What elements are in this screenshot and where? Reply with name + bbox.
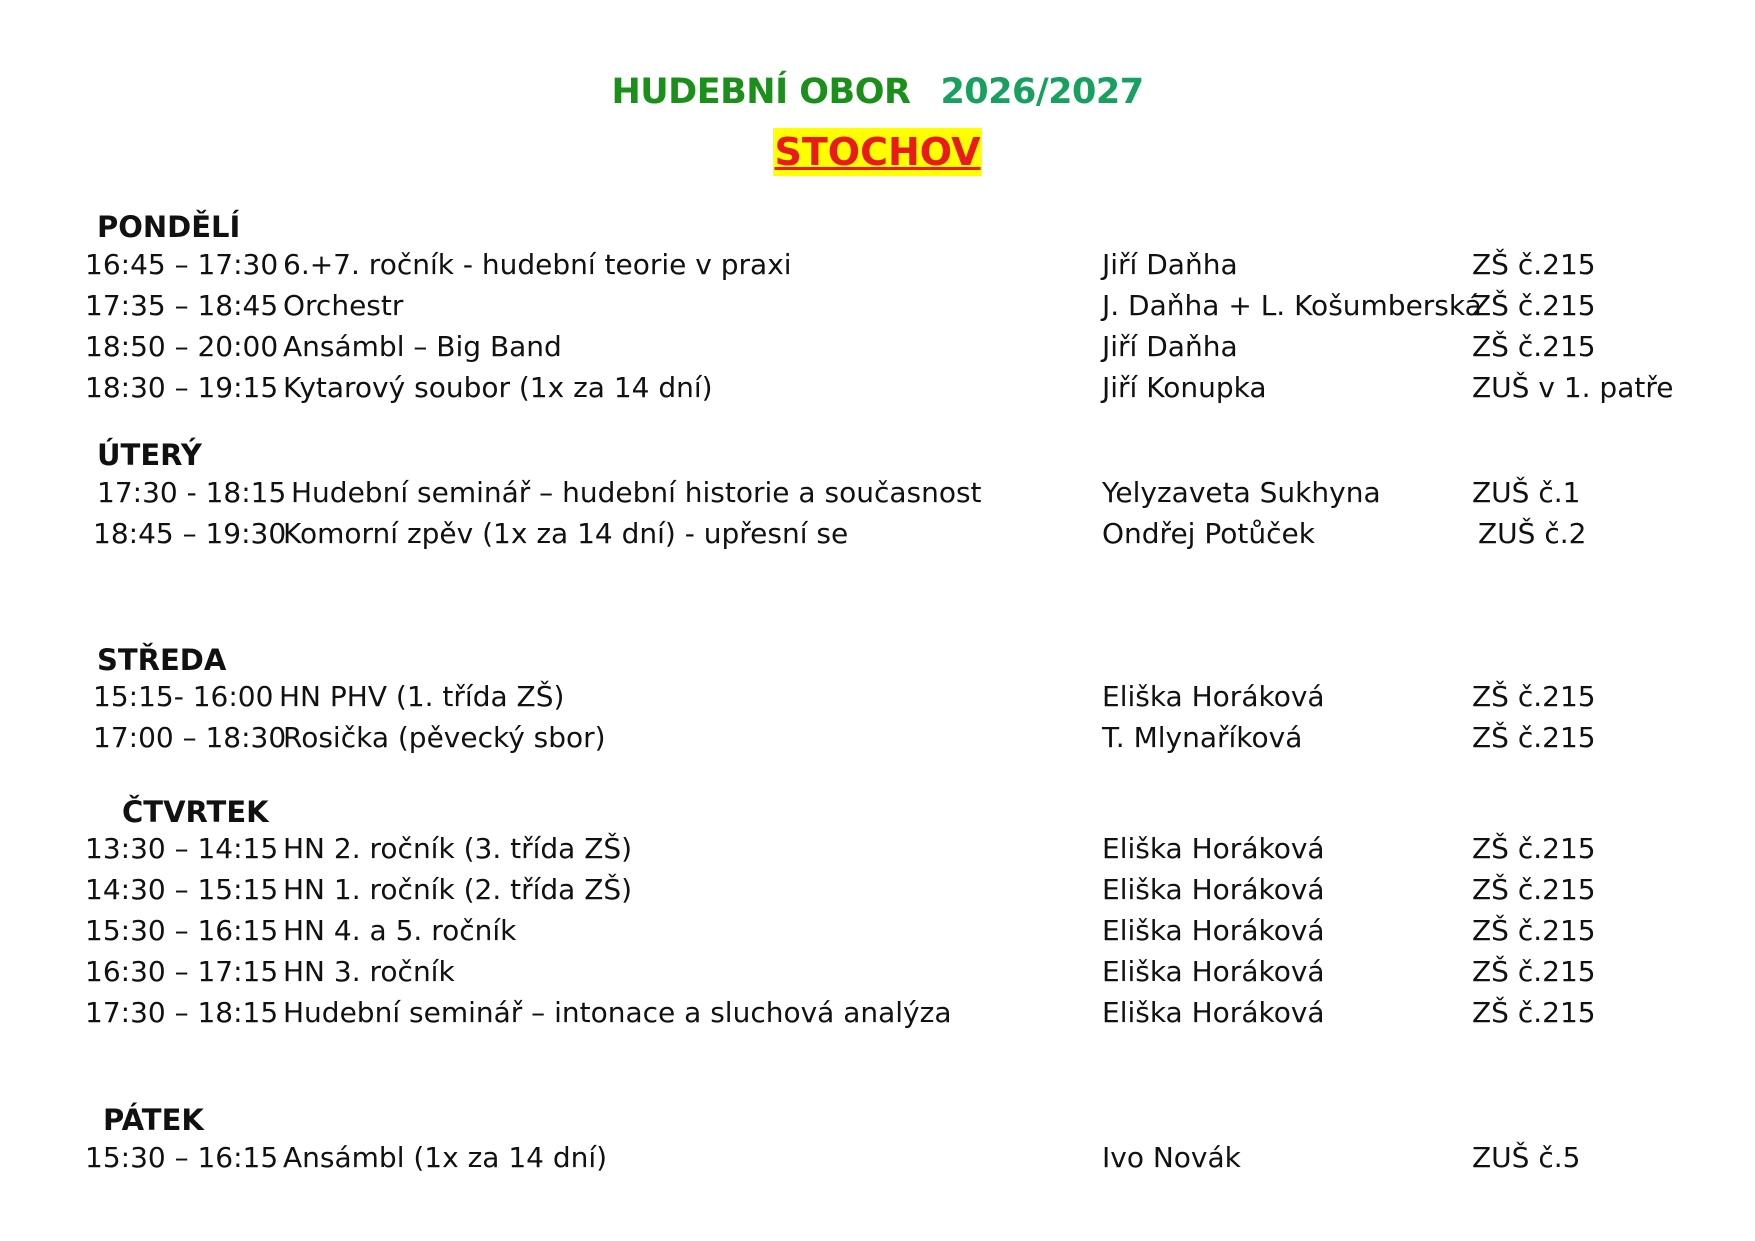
schedule-row: [0, 248, 1755, 288]
row-teacher: Ondřej Potůček: [1102, 517, 1315, 550]
schedule-row: [0, 996, 1755, 1036]
row-time: 15:15- 16:00: [93, 680, 274, 713]
schedule-row: [0, 1141, 1755, 1181]
row-time: 17:35 – 18:45: [85, 289, 279, 322]
row-time: 15:30 – 16:15: [85, 1141, 279, 1174]
row-place: ZŠ č.215: [1472, 955, 1596, 988]
row-teacher: Eliška Horáková: [1102, 873, 1325, 906]
schedule-row: [0, 955, 1755, 995]
row-time: 18:45 – 19:30: [93, 517, 287, 550]
row-activity: Hudební seminář – hudební historie a současnost: [291, 476, 982, 509]
row-activity: Ansámbl – Big Band: [283, 330, 562, 363]
row-activity: Rosička (pěvecký sbor): [283, 721, 606, 754]
page-title: [0, 72, 1755, 112]
row-teacher: Eliška Horáková: [1102, 955, 1325, 988]
schedule-row: [0, 371, 1755, 411]
row-time: 13:30 – 14:15: [85, 832, 279, 865]
row-time: 17:30 - 18:15: [97, 476, 287, 509]
schedule-row: [0, 476, 1755, 516]
schedule-row: [0, 517, 1755, 557]
row-place: ZŠ č.215: [1472, 330, 1596, 363]
schedule-row: [0, 914, 1755, 954]
row-time: 14:30 – 15:15: [85, 873, 279, 906]
row-teacher: Eliška Horáková: [1102, 680, 1325, 713]
row-activity: HN 4. a 5. ročník: [283, 914, 517, 947]
schedule-row: [0, 680, 1755, 720]
schedule-row: [0, 330, 1755, 370]
row-place: ZUŠ v 1. patře: [1472, 371, 1674, 404]
row-place: ZŠ č.215: [1472, 873, 1596, 906]
row-place: ZŠ č.215: [1472, 832, 1596, 865]
row-teacher: Eliška Horáková: [1102, 996, 1325, 1029]
row-teacher: Jiří Konupka: [1102, 371, 1267, 404]
row-place: ZUŠ č.1: [1472, 476, 1581, 509]
title-text: HUDEBNÍ OBOR: [611, 72, 911, 112]
row-place: ZUŠ č.2: [1478, 517, 1587, 550]
row-activity: HN 3. ročník: [283, 955, 455, 988]
schedule-row: [0, 873, 1755, 913]
row-time: 17:00 – 18:30: [93, 721, 287, 754]
row-activity: Orchestr: [283, 289, 404, 322]
schedule-row: [0, 721, 1755, 761]
row-time: 16:30 – 17:15: [85, 955, 279, 988]
row-teacher: Eliška Horáková: [1102, 832, 1325, 865]
row-teacher: Jiří Daňha: [1102, 330, 1238, 363]
day-heading-wednesday: STŘEDA: [97, 643, 227, 677]
row-time: 16:45 – 17:30: [85, 248, 279, 281]
row-teacher: Eliška Horáková: [1102, 914, 1325, 947]
row-place: ZUŠ č.5: [1472, 1141, 1581, 1174]
row-teacher: Yelyzaveta Sukhyna: [1102, 476, 1381, 509]
subtitle-wrap: [0, 128, 1755, 176]
row-activity: Hudební seminář – intonace a sluchová analýza: [283, 996, 952, 1029]
row-teacher: T. Mlynaříková: [1102, 721, 1303, 754]
schedule-row: [0, 832, 1755, 872]
day-heading-monday: PONDĚLÍ: [97, 210, 241, 244]
row-time: 15:30 – 16:15: [85, 914, 279, 947]
row-activity: HN 2. ročník (3. třída ZŠ): [283, 832, 633, 865]
row-activity: Komorní zpěv (1x za 14 dní) - upřesní se: [283, 517, 849, 550]
row-time: 17:30 – 18:15: [85, 996, 279, 1029]
row-place: ZŠ č.215: [1472, 248, 1596, 281]
row-time: 18:50 – 20:00: [85, 330, 279, 363]
row-place: ZŠ č.215: [1472, 680, 1596, 713]
row-activity: Kytarový soubor (1x za 14 dní): [283, 371, 713, 404]
row-place: ZŠ č.215: [1472, 289, 1596, 322]
row-time: 18:30 – 19:15: [85, 371, 279, 404]
school-year: 2026/2027: [940, 72, 1144, 112]
row-teacher: J. Daňha + L. Košumberská: [1102, 289, 1482, 322]
row-teacher: Ivo Novák: [1102, 1141, 1241, 1174]
row-place: ZŠ č.215: [1472, 914, 1596, 947]
row-place: ZŠ č.215: [1472, 721, 1596, 754]
day-heading-thursday: ČTVRTEK: [122, 795, 269, 829]
row-activity: 6.+7. ročník - hudební teorie v praxi: [283, 248, 792, 281]
row-activity: HN PHV (1. třída ZŠ): [279, 680, 565, 713]
row-teacher: Jiří Daňha: [1102, 248, 1238, 281]
row-activity: HN 1. ročník (2. třída ZŠ): [283, 873, 633, 906]
schedule-row: [0, 289, 1755, 329]
day-heading-tuesday: ÚTERÝ: [97, 438, 202, 472]
day-heading-friday: PÁTEK: [103, 1103, 204, 1137]
row-place: ZŠ č.215: [1472, 996, 1596, 1029]
location-subtitle: STOCHOV: [774, 130, 981, 174]
row-activity: Ansámbl (1x za 14 dní): [283, 1141, 608, 1174]
